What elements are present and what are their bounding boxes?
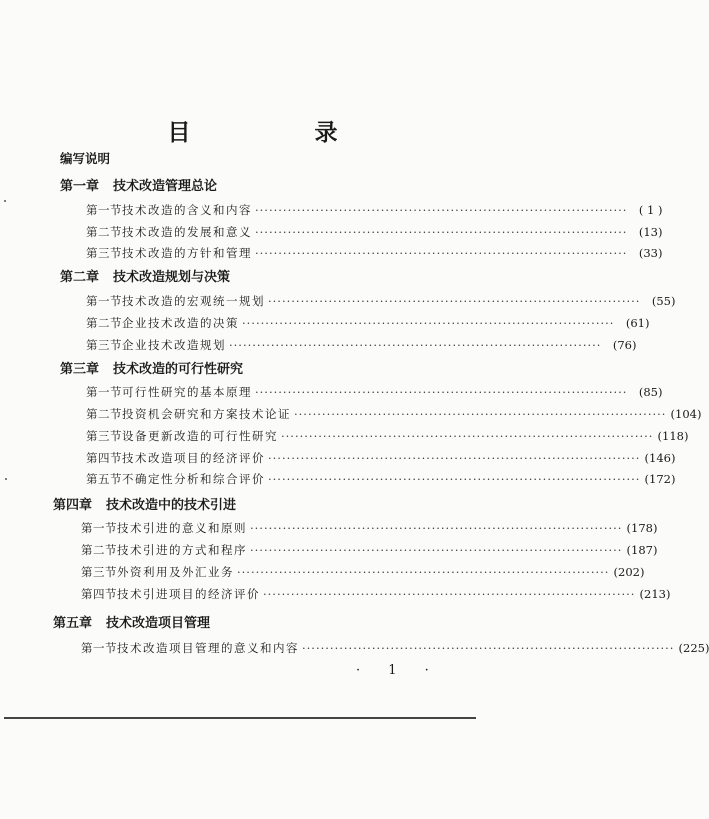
dot-leader: ················································································: [250, 521, 623, 535]
section-number: 第一节: [81, 641, 117, 655]
scan-speck: [4, 200, 6, 202]
dot-leader: ················································································: [255, 246, 628, 260]
section-number: 第三节: [86, 338, 122, 352]
chapter-number: 第三章: [60, 362, 100, 377]
toc-entry: [86, 337, 637, 353]
page-reference: (61): [625, 316, 650, 330]
scan-speck: [5, 478, 7, 480]
dot-leader: ················································································: [302, 641, 675, 655]
chapter-heading: [60, 175, 217, 194]
page-reference: (187): [626, 543, 658, 557]
chapter-title: 技术改造中的技术引进: [106, 498, 237, 513]
page-reference: ( 1 ): [638, 203, 663, 217]
section-number: 第四节: [86, 451, 122, 465]
section-title: 外资利用及外汇业务: [117, 565, 234, 579]
chapter-number: 第五章: [53, 616, 93, 631]
dot-leader: ················································································: [229, 338, 602, 352]
chapter-number: 第二章: [60, 270, 100, 285]
page-reference: (55): [651, 294, 676, 308]
section-title: 投资机会研究和方案技术论证: [122, 407, 291, 421]
dot-leader: ················································································: [268, 451, 641, 465]
section-number: 第二节: [86, 225, 122, 239]
section-title: 技术改造的发展和意义: [122, 225, 252, 239]
section-title: 技术改造项目管理的意义和内容: [117, 641, 299, 655]
dot-leader: ················································································: [250, 543, 623, 557]
section-title: 可行性研究的基本原理: [122, 385, 252, 399]
toc-entry: [86, 406, 702, 422]
toc-entry: [86, 315, 650, 331]
section-title: 技术引进的方式和程序: [117, 543, 247, 557]
page-reference: (146): [644, 451, 676, 465]
page-reference: (76): [612, 338, 637, 352]
page-reference: (85): [638, 385, 663, 399]
dot-leader: ················································································: [281, 429, 654, 443]
toc-entry: [81, 640, 709, 656]
section-title: 技术改造的含义和内容: [122, 203, 252, 217]
chapter-title: 技术改造规划与决策: [113, 270, 231, 285]
bottom-rule: [4, 717, 476, 719]
toc-entry: [86, 224, 663, 240]
dot-leader: ················································································: [255, 225, 628, 239]
toc-entry: [81, 542, 658, 558]
dot-leader: ················································································: [255, 385, 628, 399]
toc-entry: [86, 471, 676, 487]
page-reference: (118): [657, 429, 689, 443]
chapter-number: 第四章: [53, 498, 93, 513]
section-title: 技术改造项目的经济评价: [122, 451, 265, 465]
section-number: 第三节: [86, 246, 122, 260]
section-title: 技术引进项目的经济评价: [117, 587, 260, 601]
chapter-heading: [60, 266, 230, 285]
page-reference: (13): [638, 225, 663, 239]
section-number: 第四节: [81, 587, 117, 601]
toc-entry: [86, 384, 663, 400]
page-title: 目 录: [167, 119, 396, 146]
section-title: 企业技术改造的决策: [122, 316, 239, 330]
dot-leader: ················································································: [268, 472, 641, 486]
section-title: 设备更新改造的可行性研究: [122, 429, 278, 443]
dot-leader: ················································································: [294, 407, 667, 421]
chapter-heading: [60, 358, 243, 377]
page-reference: (172): [644, 472, 676, 486]
section-title: 技术改造的宏观统一规划: [122, 294, 265, 308]
toc-entry: [86, 450, 676, 466]
page-reference: (202): [613, 565, 645, 579]
section-number: 第三节: [86, 429, 122, 443]
section-number: 第二节: [86, 316, 122, 330]
section-number: 第二节: [86, 407, 122, 421]
chapter-number: 第一章: [60, 179, 100, 194]
chapter-heading: [53, 494, 236, 513]
section-number: 第一节: [81, 521, 117, 535]
dot-leader: ················································································: [237, 565, 610, 579]
section-number: 第五节: [86, 472, 122, 486]
toc-entry: [81, 586, 671, 602]
section-number: 第一节: [86, 294, 122, 308]
chapter-title: 技术改造项目管理: [106, 616, 211, 631]
toc-entry: [86, 202, 663, 218]
page-reference: (33): [638, 246, 663, 260]
dot-leader: ················································································: [242, 316, 615, 330]
chapter-title: 技术改造的可行性研究: [113, 362, 244, 377]
chapter-title: 技术改造管理总论: [113, 179, 218, 194]
chapter-heading: [53, 612, 210, 631]
section-number: 第三节: [81, 565, 117, 579]
dot-leader: ················································································: [255, 203, 628, 217]
section-title: 技术改造的方针和管理: [122, 246, 252, 260]
section-number: 第二节: [81, 543, 117, 557]
toc-entry: [86, 293, 676, 309]
section-title: 不确定性分析和综合评价: [122, 472, 265, 486]
page-reference: (104): [670, 407, 702, 421]
page-reference: (225): [678, 641, 709, 655]
page-reference: (178): [626, 521, 658, 535]
section-number: 第一节: [86, 385, 122, 399]
section-number: 第一节: [86, 203, 122, 217]
page-reference: (213): [639, 587, 671, 601]
section-title: 企业技术改造规划: [122, 338, 226, 352]
section-title: 技术引进的意义和原则: [117, 521, 247, 535]
dot-leader: ················································································: [268, 294, 641, 308]
toc-entry: [86, 245, 663, 261]
page-number: · 1 ·: [356, 663, 441, 678]
toc-entry: [81, 520, 658, 536]
intro-heading: 编写说明: [60, 151, 111, 166]
toc-entry: [81, 564, 645, 580]
toc-entry: [86, 428, 689, 444]
dot-leader: ················································································: [263, 587, 636, 601]
